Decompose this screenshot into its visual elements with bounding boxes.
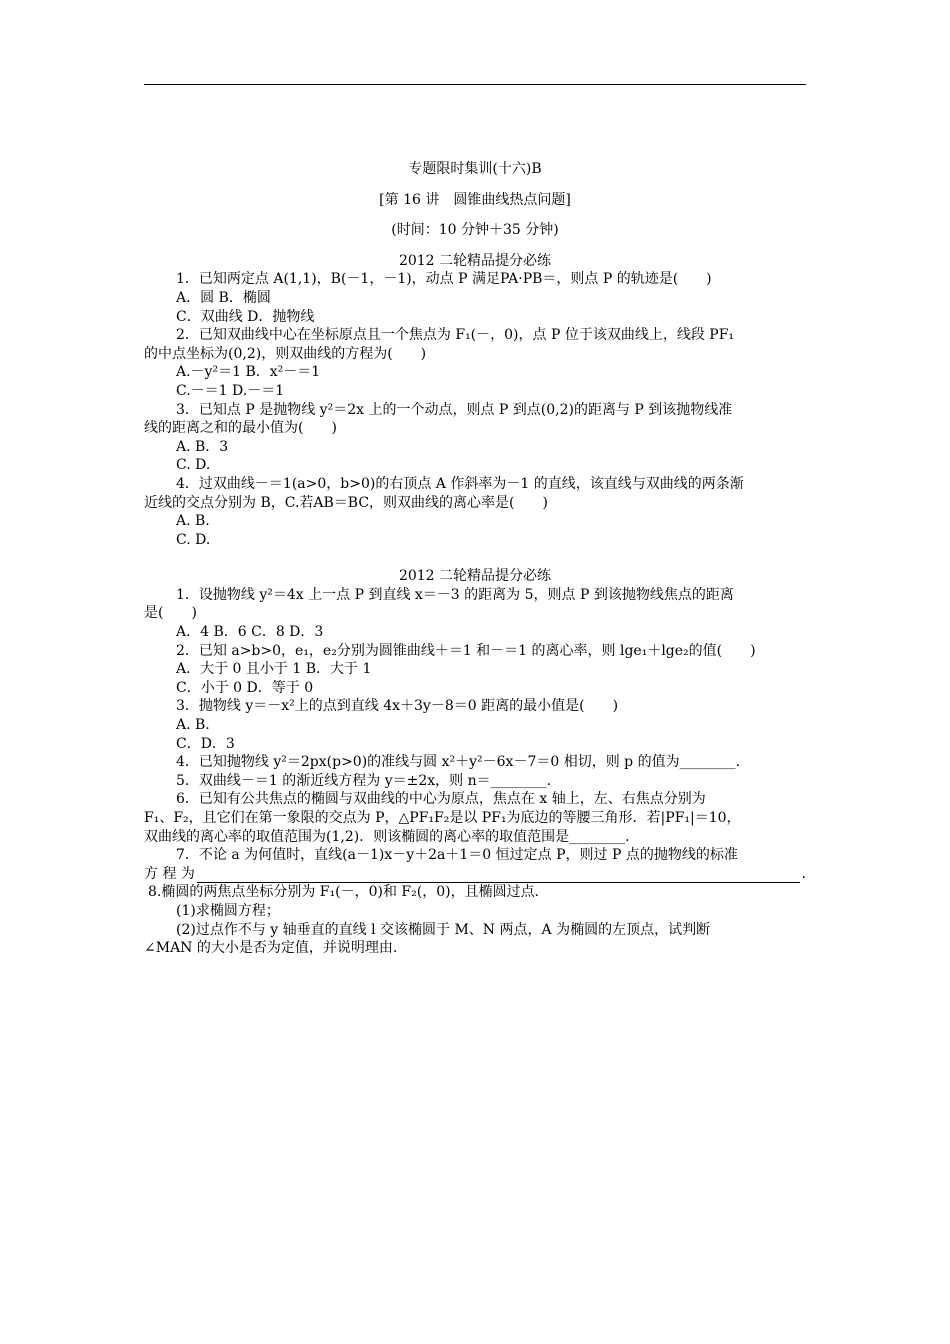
- time-label: (时间：10 分钟＋35 分钟): [391, 222, 559, 239]
- q2-7-answer-blank: [197, 870, 800, 883]
- q1-2-options-cd: C.－＝1 D.－＝1: [176, 382, 285, 399]
- q2-1-stem-b: 是( ): [144, 605, 197, 622]
- q1-4-options-cd: C. D.: [176, 531, 211, 548]
- q1-2-options-ab: A.－y²＝1 B．x²－＝1: [176, 364, 321, 381]
- q1-1-stem: 1．已知两定点 A(1,1)，B(－1，－1)，动点 P 满足PA·PB＝，则点 P 的轨迹是( ): [176, 271, 712, 288]
- q2-5-stem: 5．双曲线－＝1 的渐近线方程为 y＝±2x，则 n＝________.: [176, 772, 552, 789]
- q2-8-part2-a: (2)过点作不与 y 轴垂直的直线 l 交该椭圆于 M、N 两点，A 为椭圆的左顶点，试判断: [176, 921, 711, 938]
- q2-7-period: .: [801, 865, 806, 882]
- q1-3-stem-a: 3．已知点 P 是抛物线 y²＝2x 上的一个动点，则点 P 到点(0,2)的距离与 P 到该抛物线准: [176, 401, 733, 418]
- q1-1-options-cd: C．双曲线 D．抛物线: [176, 308, 315, 325]
- q2-7-stem-a: 7．不论 a 为何值时，直线(a－1)x－y＋2a＋1＝0 恒过定点 P，则过 P 点的抛物线的标准: [176, 847, 738, 864]
- q1-1-options-ab: A．圆 B．椭圆: [176, 289, 271, 306]
- q2-1-options: A．4 B．6 C．8 D．3: [176, 624, 324, 641]
- header-rule: [144, 84, 806, 85]
- q1-4-stem-b: 近线的交点分别为 B，C.若AB＝BC，则双曲线的离心率是( ): [144, 494, 548, 511]
- q2-8-part2-b: ∠MAN 的大小是否为定值，并说明理由.: [144, 940, 398, 957]
- q2-6-stem-c: 双曲线的离心率的取值范围为(1,2)．则该椭圆的离心率的取值范围是________.: [144, 828, 630, 845]
- document-page: [144, 160, 806, 958]
- q1-4-options-ab: A. B.: [176, 513, 210, 530]
- q2-4-stem: 4．已知抛物线 y²＝2px(p>0)的准线与圆 x²＋y²－6x－7＝0 相切，则 p 的值为________.: [176, 754, 741, 771]
- q1-4-stem-a: 4．过双曲线－＝1(a>0，b>0)的右顶点 A 作斜率为－1 的直线，该直线与双曲线的两条渐: [176, 475, 744, 492]
- q2-3-stem: 3．抛物线 y＝－x²上的点到直线 4x＋3y－8＝0 距离的最小值是( ): [176, 698, 619, 715]
- q1-2-stem-b: 的中点坐标为(0,2)，则双曲线的方程为( ): [144, 345, 427, 362]
- section2-heading: 2012 二轮精品提分必练: [398, 568, 552, 585]
- q2-1-stem-a: 1．设抛物线 y²＝4x 上一点 P 到直线 x＝－3 的距离为 5，则点 P 到该抛物线焦点的距离: [176, 586, 734, 603]
- q1-3-stem-b: 线的距离之和的最小值为( ): [144, 420, 337, 437]
- q2-2-options-cd: C．小于 0 D．等于 0: [176, 679, 314, 696]
- q2-7-label: 方 程 为: [144, 865, 195, 882]
- q2-3-options-ab: A. B.: [176, 717, 210, 734]
- q1-3-options-cd: C. D.: [176, 457, 211, 474]
- q1-3-options-ab: A. B．3: [176, 438, 229, 455]
- doc-title: 专题限时集训(十六)B: [408, 161, 542, 177]
- q2-7-stem-b: [144, 865, 806, 884]
- q2-2-options-ab: A．大于 0 且小于 1 B．大于 1: [176, 661, 372, 678]
- q2-6-stem-a: 6．已知有公共焦点的椭圆与双曲线的中心为原点，焦点在 x 轴上，左、右焦点分别为: [176, 791, 706, 808]
- section1-heading: 2012 二轮精品提分必练: [398, 252, 552, 269]
- q2-8-stem: 8.椭圆的两焦点坐标分别为 F₁(－，0)和 F₂(，0)，且椭圆过点.: [148, 884, 540, 901]
- q1-2-stem-a: 2．已知双曲线中心在坐标原点且一个焦点为 F₁(－，0)，点 P 位于该双曲线上，线段 PF₁: [176, 327, 735, 344]
- lecture-label: [第 16 讲 圆锥曲线热点问题]: [379, 191, 571, 208]
- q2-3-options-cd: C．D．3: [176, 735, 235, 752]
- q2-8-part1: (1)求椭圆方程；: [176, 902, 280, 919]
- q2-2-stem: 2．已知 a>b>0，e₁，e₂分别为圆锥曲线＋＝1 和－＝1 的离心率，则 lge₁＋lge₂的值( ): [176, 642, 756, 659]
- q2-6-stem-b: F₁、F₂，且它们在第一象限的交点为 P，△PF₁F₂是以 PF₁为底边的等腰三角形．若|PF₁|＝10，: [144, 810, 741, 826]
